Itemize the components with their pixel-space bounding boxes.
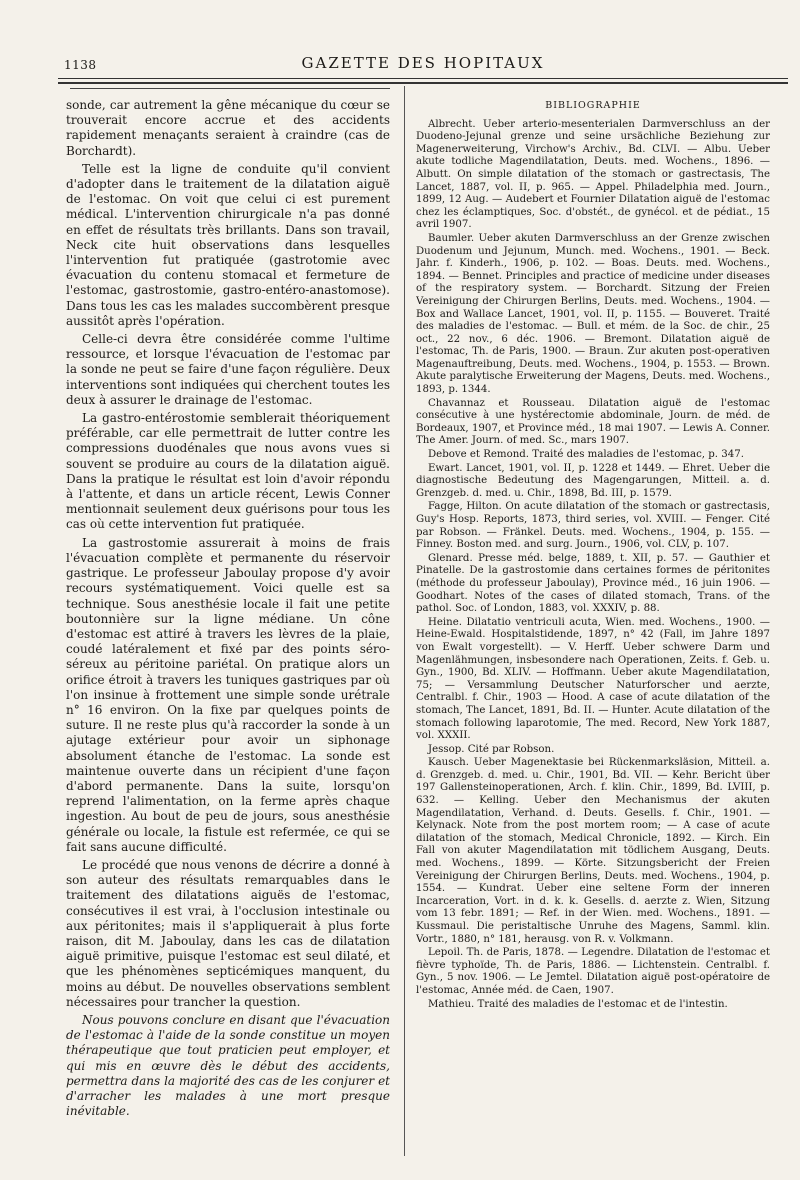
bibliography-entry: Heine. Dilatatio ventriculi acuta, Wien. med. Wochens., 1900. — Heine-Ewald. Hospitalstidende, 1897, n° 42 (Fall, im Jahre 1897 von Ewalt vorgestellt). — V. Herff. Ueber schwere Darm und Magenlähmungen, insbesondere nach Operationen, Zeits. f. Geb. u. Gyn., 1900, Bd. XLIV. — Hoffmann. Ueber akute Magendilatation, 75; — Versammlung Deutscher Naturforscher und aerzte, Centralbl. f. Chir., 1903 — Hood. A case of acute dilatation of the stomach, The Lancet, 1891, Bd. II. — Hunter. Acute dilatation of the stomach following laparotomie, The med. Record, New York 1887, vol. XXXII. (416, 616, 770, 742)
header-rule-thin (58, 78, 788, 79)
bibliography-entry: Jessop. Cité par Robson. (428, 743, 555, 755)
header-rule-thick (58, 82, 788, 84)
bibliography-entry: Albrecht. Ueber arterio-mesenterialen Darmverschluss an der Duodeno-Jejunal grenze und seine ursächliche Beziehung zur Magenerweiterung, Virchow's Archiv., Bd. CLVI. — Albu. Ueber akute todliche Magendilatation, Deuts. med. Wochens., 1896. — Albutt. On simple dilatation of the stomach or gastrectasis, The Lancet, 1887, vol. II, p. 965. — Appel. Philadelphia med. Journ., 1899, 12 Aug. — Audebert et Fournier Dilatation aiguë de l'estomac chez les éclamptiques, Soc. d'obstét., de gynécol. et de pédiat., 15 avril 1907. (416, 118, 770, 231)
running-title: GAZETTE DES HOPITAUX (301, 54, 545, 72)
bibliography-column (416, 100, 770, 1160)
bibliography-entry: Kausch. Ueber Magenektasie bei Rückenmarksläsion, Mitteil. a. d. Grenzgeb. d. med. u. Chir., 1901, Bd. VII. — Kehr. Bericht über 197 Gallensteinoperationen, Arch. f. klin. Chir., 1899, Bd. LVIII, p. 632. — Kelling. Ueber den Mechanismus der akuten Magendilatation, Verhand. d. Deuts. Gesells. f. Chir., 1901. — Kelynack. Note from the post mortem room; — A case of acute dilatation of the stomach, Medical Chronicle, 1892. — Kirch. Ein Fall von akuter Magendilatation mit tödlichem Ausgang, Deuts. med. Wochens., 1899. — Körte. Sitzungsbericht der Freien Vereinigung der Chirurgen Berlins, Deuts. med. Wochens., 1904, p. 1554. — Kundrat. Ueber eine seltene Form der inneren Incarceration, Vort. in d. k. k. Gesells. d. aerzte z. Wien, Sitzung vom 13 febr. 1891; — Ref. in der Wien. med. Wochens., 1891. — Kussmaul. Die peristaltische Unruhe des Magens, Samml. klin. Vortr., 1880, n° 181, herausg. von R. v. Volkmann. (416, 757, 770, 945)
left-text-column (66, 98, 390, 1158)
bibliography-entry: Mathieu. Traité des maladies de l'estomac et de l'intestin. (428, 998, 728, 1010)
bibliography-entry: Lepoil. Th. de Paris, 1878. — Legendre. Dilatation de l'estomac et fièvre typhoïde, Th. de Paris, 1886. — Lichtenstein. Centralbl. f. Gyn., 5 nov. 1906. — Le Jemtel. Dilatation aiguë post-opératoire de l'estomac, Année méd. de Caen, 1907. (416, 947, 770, 996)
bibliography-heading: BIBLIOGRAPHIE (545, 100, 641, 111)
bibliography-entry: Baumler. Ueber akuten Darmverschluss an der Grenze zwischen Duodenum und Jejunum, Munch. med. Wochens., 1901. — Beck. Jahr. f. Kinderh., 1906, p. 102. — Boas. Deuts. med. Wochens., 1894. — Bennet. Principles and practice of medicine under diseases of the respiratory system. — Borchardt. Sitzung der Freien Vereinigung der Chirurgen Berlins, Deuts. med. Wochens., 1904. — Box and Wallace Lancet, 1901, vol. II, p. 1155. — Bouveret. Traité des maladies de l'estomac. — Bull. et mém. de la Soc. de chir., 25 oct., 22 nov., 6 déc. 1906. — Bremont. Dilatation aiguë de l'estomac, Th. de Paris, 1900. — Braun. Zur akuten post-operativen Magenauftreibung, Deuts. med. Wochens., 1904, p. 1553. — Brown. Akute paralytische Erweiterung der Magens, Deuts. med. Wochens., 1893, p. 1344. (416, 232, 770, 396)
bibliography-entry: Debove et Remond. Traité des maladies de l'estomac, p. 347. (428, 449, 744, 461)
conclusion-paragraph: Nous pouvons conclure en disant que l'évacuation de l'estomac à l'aide de la sonde constitue un moyen thérapeutique que tout praticien peut employer, et qui mis en œuvre dès le début des accidents, permettra dans la majorité des cas de les conjurer et d'arracher les malades à une mort presque inévitable. (66, 1012, 390, 1119)
paragraph: Celle-ci devra être considérée comme l'ultime ressource, et lorsque l'évacuation de l'estomac par la sonde ne peut se faire d'une façon régulière. Deux interventions sont indiquées qui cherchent toutes les deux à assurer le drainage de l'estomac. (66, 332, 390, 407)
page-number: 1138 (64, 58, 97, 72)
paragraph: Le procédé que nous venons de décrire a donné à son auteur des résultats remarquables dans le traitement des dilatations aiguës de l'estomac, consécutives il est vrai, à l'occlusion intestinale ou aux péritonites; mais il s'appliquerait à plus forte raison, dit M. Jaboulay, dans les cas de dilatation aiguë primitive, puisque l'estomac est seul dilaté, et que les phénomènes septicémiques manquent, du moins au début. De nouvelles observations semblent nécessaires pour trancher la question. (66, 857, 390, 1009)
bibliography-entry: Ewart. Lancet, 1901, vol. II, p. 1228 et 1449. — Ehret. Ueber die diagnostische Bedeutung des Magengarungen, Mitteil. a. d. Grenzgeb. d. med. u. Chir., 1898, Bd. III, p. 1579. (416, 462, 770, 499)
paragraph: Telle est la ligne de conduite qu'il convient d'adopter dans le traitement de la dilatation aiguë de l'estomac. On voit que celui ci est purement médical. L'intervention chirurgicale n'a pas donné en effet de résultats très brillants. Dans son travail, Neck cite huit observations dans lesquelles l'intervention fut pratiquée (gastrotomie avec évacuation du contenu stomacal et fermeture de l'estomac, gastrostomie, gastro-entéro-anastomose). Dans tous les cas les malades succombèrent presque aussitôt après l'opération. (66, 161, 390, 328)
bibliography-entry: Chavannaz et Rousseau. Dilatation aiguë de l'estomac consécutive à une hystérectomie abdominale, Journ. de méd. de Bordeaux, 1907, et Province méd., 18 mai 1907. — Lewis A. Conner. The Amer. Journ. of med. Sc., mars 1907. (416, 397, 770, 447)
paragraph: La gastrostomie assurerait à moins de frais l'évacuation complète et permanente du réservoir gastrique. Le professeur Jaboulay propose d'y avoir recours systématiquement. Voici quelle est sa technique. Sous anesthésie locale il fait une petite boutonnière sur la ligne médiane. Un cône d'estomac est attiré à travers les lèvres de la plaie, coudé latéralement et fixé par des points séro-séreux au péritoine pariétal. On pratique alors un orifice étroit à travers les tuniques gastriques par où l'on insinue à frottement une simple sonde urétrale n° 16 environ. On la fixe par quelques points de suture. Il ne reste plus qu'à raccorder la sonde à un ajutage extérieur pour avoir un siphonage absolument étanche de l'estomac. La sonde est maintenue ouverte dans un récipient d'une façon d'abord permanente. Dans la suite, lorsqu'on reprend l'alimentation, on la ferme après chaque ingestion. Au bout de peu de jours, sous anesthésie générale ou locale, la fistule est refermée, ce qui se fait sans aucune difficulté. (66, 535, 390, 854)
paragraph: La gastro-entérostomie semblerait théoriquement préférable, car elle permettrait de lutter contre les compressions duodénales que nous avons vues si souvent se produire au cours de la dilatation aiguë. Dans la pratique le résultat est loin d'avoir répondu à l'attente, et dans un article récent, Lewis Conner mentionnait seulement deux guérisons pour tous les cas où cette intervention fut pratiquée. (66, 411, 390, 532)
paragraph: sonde, car autrement la gêne mécanique du cœur se trouverait encore accrue et des accidents rapidement menaçants seraient à craindre (cas de Borchardt). (66, 98, 390, 158)
page-header (58, 52, 788, 74)
column-divider (404, 86, 405, 1156)
column-top-rule (70, 88, 390, 89)
bibliography-entry: Fagge, Hilton. On acute dilatation of the stomach or gastrectasis, Guy's Hosp. Reports, 1873, third series, vol. XVIII. — Fenger. Cité par Robson. — Fränkel. Deuts. med. Wochens., 1904, p. 155. — Finney. Boston med. and surg. Journ., 1906, vol. CLV, p. 107. (416, 501, 770, 551)
bibliography-entry: Glenard. Presse méd. belge, 1889, t. XII, p. 57. — Gauthier et Pinatelle. De la gastrostomie dans certaines formes de péritonites (méthode du professeur Jaboulay), Province méd., 16 juin 1906. — Goodhart. Notes of the cases of dilated stomach, Trans. of the pathol. Soc. of London, 1883, vol. XXXIV, p. 88. (416, 552, 770, 615)
